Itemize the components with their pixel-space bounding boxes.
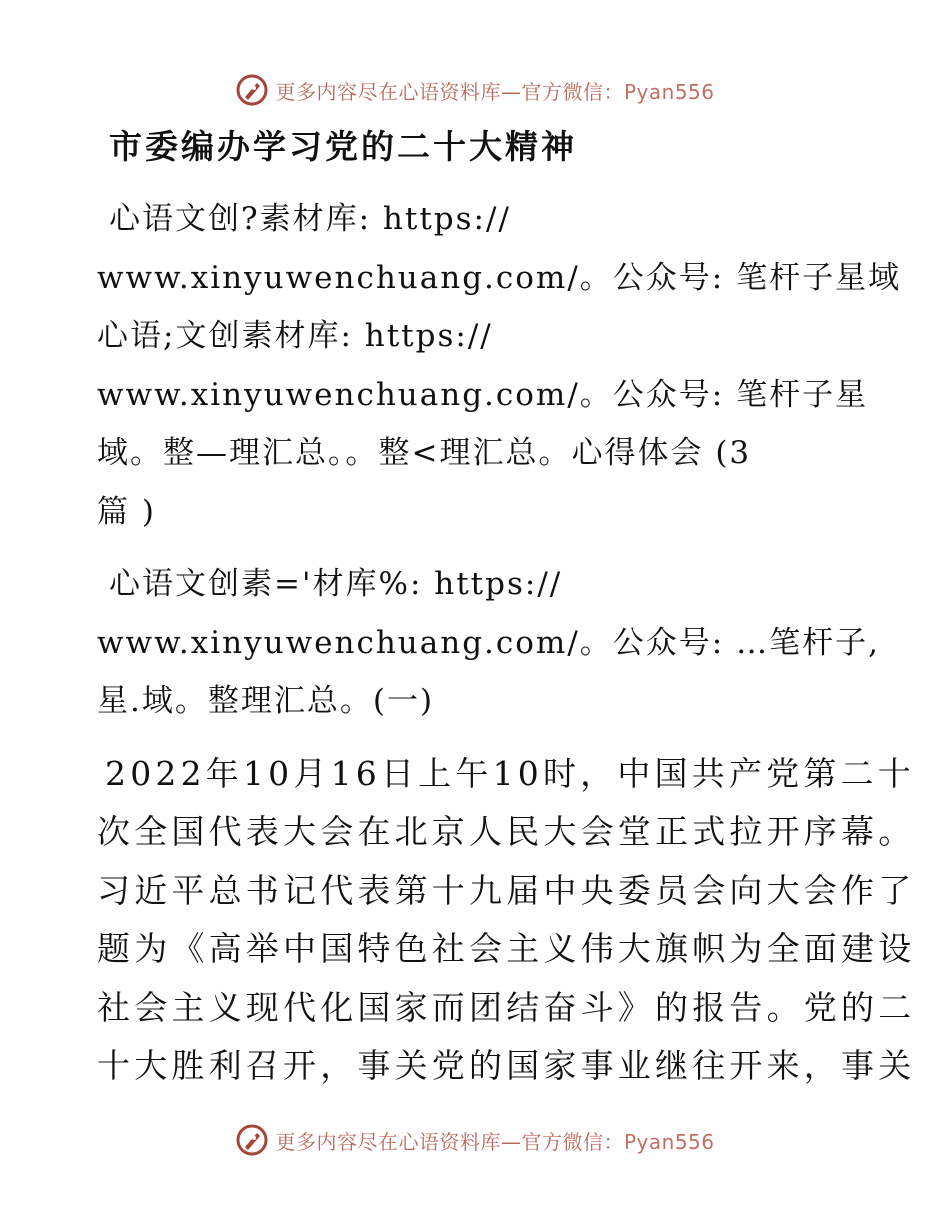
pen-nib-logo-icon xyxy=(235,73,269,107)
text-line: 社会主义现代化国家而团结奋斗》的报告。党的二 xyxy=(97,987,916,1027)
intro-paragraph-1 xyxy=(97,190,902,541)
text-line: 域。整—理汇总。。整<理汇总。心得体会 (3 xyxy=(97,435,752,471)
text-line: 星.域。整理汇总。(一) xyxy=(97,683,435,719)
text-line: www.xinyuwenchuang.com/。公众号: 笔杆子星 xyxy=(97,376,869,413)
document-title: 市委编办学习党的二十大精神 xyxy=(109,127,577,166)
text-line: 心语文创?素材库: https:// xyxy=(109,201,511,237)
text-line: www.xinyuwenchuang.com/。公众号: …笔杆子, xyxy=(97,624,880,661)
text-line: 2022年10月16日上午10时，中国共产党第二十 xyxy=(105,753,915,793)
text-line: 题为《高举中国特色社会主义伟大旗帜为全面建设 xyxy=(97,929,916,968)
text-line: 心语;文创素材库: https:// xyxy=(97,318,493,354)
footer-watermark xyxy=(0,1120,950,1160)
watermark-text: 更多内容尽在心语资料库—官方微信：Pyan556 xyxy=(275,1129,715,1154)
body-paragraph xyxy=(97,745,916,1096)
text-line: 心语文创素='材库%: https:// xyxy=(109,566,563,602)
header-watermark xyxy=(0,70,950,110)
pen-nib-logo-icon xyxy=(235,1123,269,1157)
text-line: 十大胜利召开，事关党的国家事业继往开来，事关 xyxy=(97,1046,916,1085)
watermark-text: 更多内容尽在心语资料库—官方微信：Pyan556 xyxy=(275,79,715,104)
text-line: 习近平总书记代表第十九届中央委员会向大会作了 xyxy=(97,870,916,910)
intro-paragraph-2 xyxy=(97,555,880,731)
text-line: 次全国代表大会在北京人民大会堂正式拉开序幕。 xyxy=(97,812,916,851)
document-body xyxy=(97,118,916,1096)
text-line: 篇 ) xyxy=(97,493,156,530)
text-line: www.xinyuwenchuang.com/。公众号: 笔杆子星域 xyxy=(97,259,902,296)
